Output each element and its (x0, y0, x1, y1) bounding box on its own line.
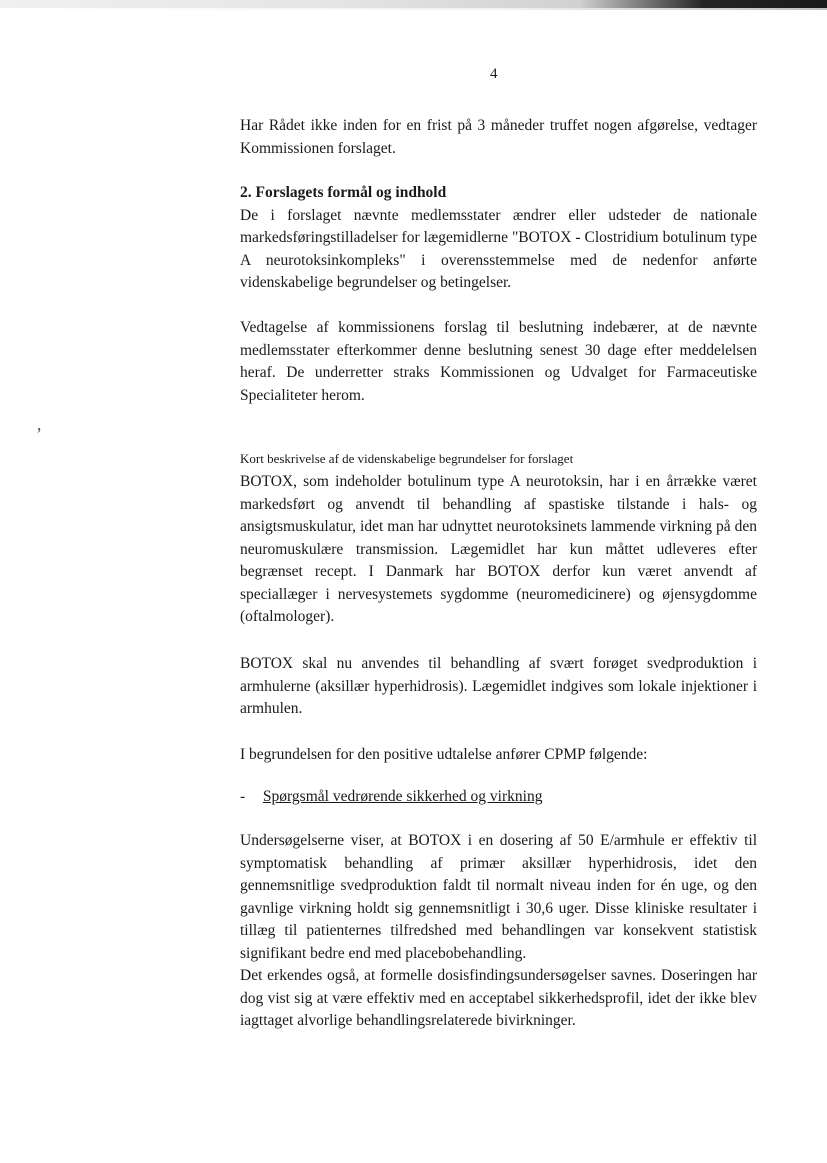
paragraph-text: BOTOX skal nu anvendes til behandling af svært forøget svedproduktion i armhulerne (aksillær hyperhidrosis). Lægemidlet indgives som lokale injektioner i armhulen. (240, 655, 757, 717)
paragraph-text: Vedtagelse af kommissionens forslag til beslutning indebærer, at de nævnte medlemsstater efterkommer denne beslutning senest 30 dage efter meddelelsen heraf. De underretter straks Kommissionen og Udvalget for Farmaceutiske Specialiteter herom. (240, 319, 757, 404)
paragraph-council-deadline (240, 115, 757, 160)
paragraph-new-indication (240, 653, 757, 721)
paragraph-text: Har Rådet ikke inden for en frist på 3 måneder truffet nogen afgørelse, vedtager Kommissionen forslaget. (240, 117, 757, 157)
scan-speck: ‚ (36, 414, 42, 434)
paragraph-text: Det erkendes også, at formelle dosisfindingsundersøgelser savnes. Doseringen har dog vist sig at være effektiv med en acceptabel sikkerhedsprofil, idet der ikke blev iagttaget alvorlige behandlingsrelaterede bivirkninger. (240, 967, 757, 1029)
list-item-label: Spørgsmål vedrørende sikkerhed og virkning (262, 788, 543, 805)
paragraph-text: De i forslaget nævnte medlemsstater ændrer eller udsteder de nationale markedsføringstilladelser for lægemidlerne "BOTOX - Clostridium botulinum type A neurotoksinkompleks" i overensstemmelse med de nedenfor anførte videnskabelige begrundelser og betingelser. (240, 206, 757, 291)
list-dash: - (240, 788, 246, 805)
scan-top-edge-shadow (0, 8, 827, 10)
section-purpose (240, 182, 757, 295)
scan-top-edge (0, 0, 827, 8)
section-heading: 2. Forslagets formål og indhold (240, 184, 447, 201)
section-scientific-grounds (240, 450, 757, 468)
paragraph-cpmp-intro (240, 744, 757, 767)
paragraph-text: BOTOX, som indeholder botulinum type A neurotoksin, har i en årrække været markedsført og anvendt til behandling af spastiske tilstande i hals- og ansigtsmuskulatur, idet man har udnyttet neurotoksinets lammende virkning på den neuromuskulære transmission. Lægemidlet har kun måttet udleveres efter begrænset recept. I Danmark har BOTOX derfor kun været anvendt af speciallæger i nervesystemets sygdomme (neuromedicinere) og øjensygdomme (oftalmologer). (240, 473, 757, 625)
paragraph-botox-description (240, 471, 757, 629)
subheading: Kort beskrivelse af de videnskabelige begrundelser for forslaget (240, 451, 574, 466)
paragraph-adoption (240, 317, 757, 407)
paragraph-text: Undersøgelserne viser, at BOTOX i en dosering af 50 E/armhule er effektiv til symptomatisk behandling af primær aksillær hyperhidrosis, idet den gennemsnitlige svedproduktion faldt til normalt niveau inden for én uge, og den gavnlige virkning holdt sig gennemsnitligt i 30,6 uger. Disse kliniske resultater i tillæg til patienternes tilfredshed med behandlingen var konsekvent statistisk signifikant bedre end med placebobehandling. (240, 832, 757, 962)
paragraph-text: I begrundelsen for den positive udtalelse anfører CPMP følgende: (240, 746, 648, 763)
list-item (240, 786, 757, 809)
page-number: 4 (490, 66, 498, 82)
paragraph-efficacy (240, 830, 757, 1033)
